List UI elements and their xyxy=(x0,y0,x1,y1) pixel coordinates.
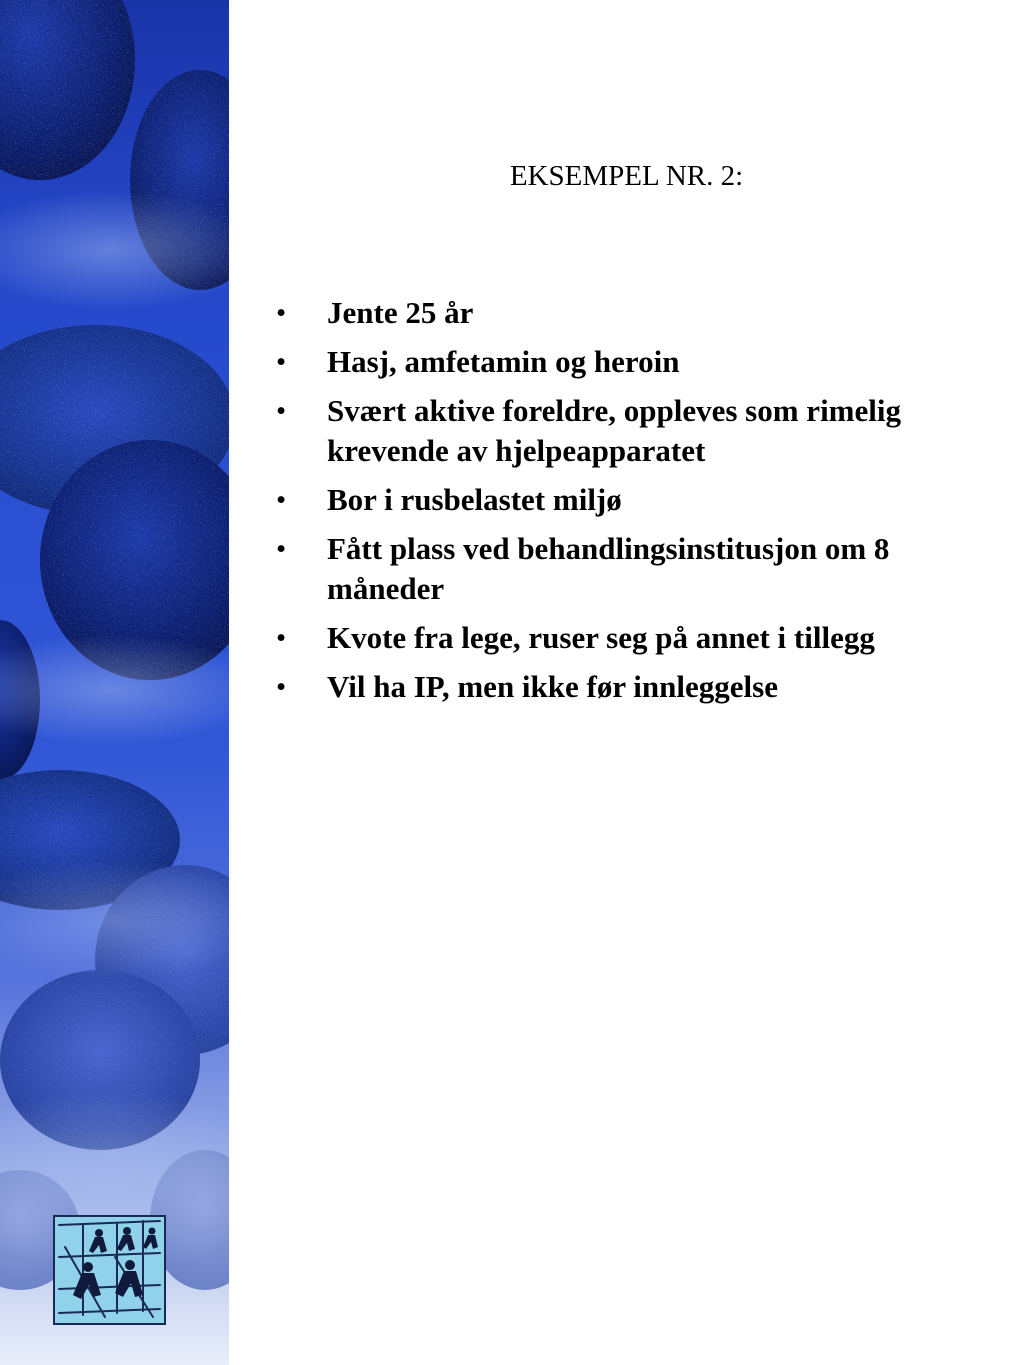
bullet-text: Svært aktive foreldre, oppleves som rimelig krevende av hjelpeapparatet xyxy=(327,393,901,468)
stones-photo-illustration xyxy=(0,0,229,1365)
list-item xyxy=(274,667,994,707)
bullet-text: Bor i rusbelastet miljø xyxy=(327,482,622,517)
bullet-icon: • xyxy=(276,395,287,427)
bullet-icon: • xyxy=(276,671,287,703)
bullet-list xyxy=(274,293,994,716)
bullet-text: Fått plass ved behandlingsinstitusjon om 8 måneder xyxy=(327,531,890,606)
logo-illustration xyxy=(55,1217,164,1323)
bullet-icon: • xyxy=(276,346,287,378)
bullet-text: Hasj, amfetamin og heroin xyxy=(327,344,680,379)
list-item xyxy=(274,618,994,658)
slide-title: EKSEMPEL NR. 2: xyxy=(509,160,744,192)
bullet-icon: • xyxy=(276,297,287,329)
list-item xyxy=(274,293,994,333)
bullet-text: Kvote fra lege, ruser seg på annet i tillegg xyxy=(327,620,875,655)
rowing-figures-logo-icon xyxy=(53,1215,166,1325)
list-item xyxy=(274,342,994,382)
bullet-icon: • xyxy=(276,533,287,565)
list-item xyxy=(274,391,994,471)
side-panel-stones-image xyxy=(0,0,229,1365)
bullet-icon: • xyxy=(276,622,287,654)
bullet-text: Jente 25 år xyxy=(327,295,474,330)
bullet-icon: • xyxy=(276,484,287,516)
list-item xyxy=(274,529,994,609)
bullet-text: Vil ha IP, men ikke før innleggelse xyxy=(327,669,778,704)
list-item xyxy=(274,480,994,520)
